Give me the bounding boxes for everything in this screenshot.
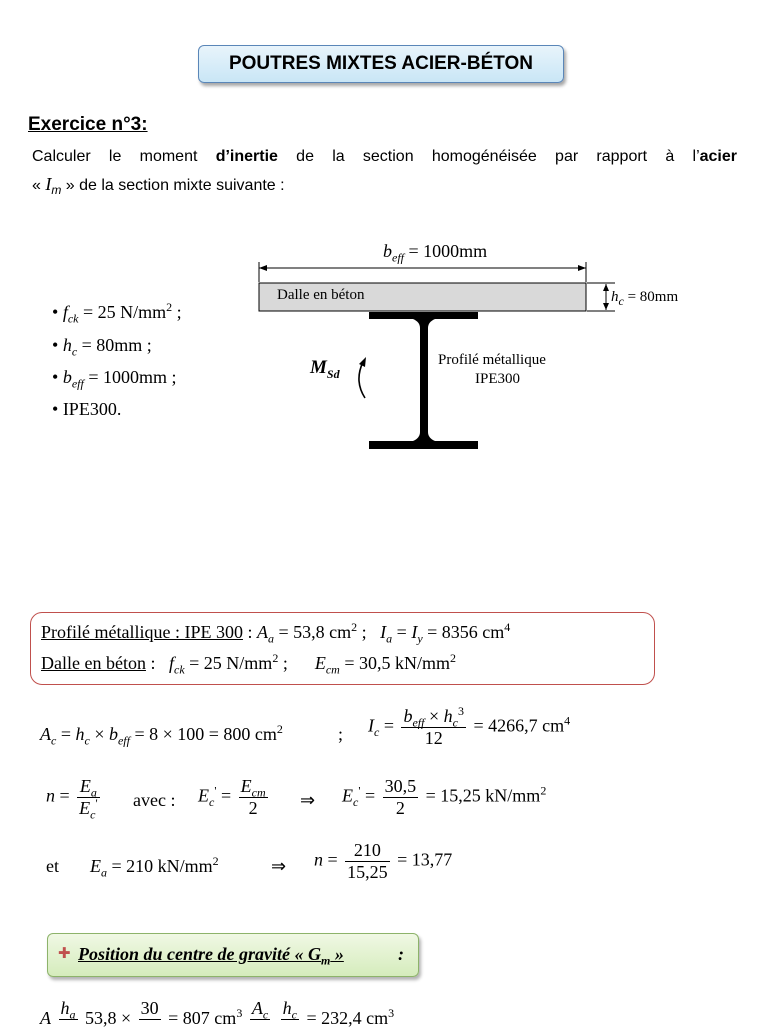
exercise-heading: Exercice n°3: bbox=[28, 114, 148, 135]
equation-area: $A_c = h_c \times b_{eff} = 8 \times 100 = 800$ $cm^2$ bbox=[40, 722, 283, 748]
page-title-box bbox=[198, 45, 564, 83]
page-title: POUTRES MIXTES ACIER-BÉTON bbox=[228, 53, 534, 74]
equation-separator: ; bbox=[338, 724, 344, 744]
cross-section-figure bbox=[250, 238, 710, 458]
implies-symbol-2: ⇒ bbox=[271, 856, 287, 876]
bottom-equation-partial: A $h_a$ 53,8 × 30 = 807 $cm^3$ $A_c$ $h_c$ = 232,4 $cm^3$ bbox=[40, 998, 395, 1028]
slab-label: Dalle en béton bbox=[277, 287, 365, 303]
hc-arrow-top bbox=[603, 284, 609, 291]
statement-line-2: « $I_m$ » de la section mixte suivante : bbox=[32, 174, 285, 198]
data-line-profile: Profilé métallique : IPE 300 : $A_a = 53,8$ $cm^2$ ; $I_a = I_y = 8356$ $cm^4$ bbox=[41, 620, 511, 646]
bottom-flange bbox=[369, 441, 478, 449]
moment-arrow-curve bbox=[359, 362, 365, 398]
bullet-beff: • $b_{eff} = 1000mm$ ; bbox=[52, 367, 177, 391]
top-flange bbox=[369, 312, 478, 319]
equation-et: et bbox=[46, 856, 59, 876]
profile-label-1: Profilé métallique bbox=[438, 352, 546, 368]
equation-modular-ratio: n = $\frac{E_a}{E_c'}$ bbox=[46, 776, 98, 822]
equation-n-value: n = $\frac{210}{15,25}$ = 13,77 bbox=[314, 840, 453, 882]
beff-arrow-right bbox=[578, 265, 586, 271]
bullet-hc: • $h_c = 80mm$ ; bbox=[52, 335, 152, 359]
beff-arrow-left bbox=[259, 265, 267, 271]
profile-label-2: IPE300 bbox=[475, 371, 520, 387]
statement-line-1: Calculer le moment d’inertie de la section homogénéisée par rapport à l’acier bbox=[32, 148, 737, 165]
equation-ec-prime: $E_c'$ = $\frac{E_{cm}}{2}$ bbox=[198, 776, 266, 818]
equation-avec: avec : bbox=[133, 790, 176, 810]
implies-symbol-1: ⇒ bbox=[300, 790, 316, 810]
data-box bbox=[30, 612, 655, 685]
section-title: Position du centre de gravité « $G_m$ » bbox=[78, 944, 344, 968]
data-line-slab: Dalle en béton : $f_{ck} = 25$ $N/mm^2$ ; $E_{cm} = 30,5$ $kN/mm^2$ bbox=[41, 651, 456, 677]
section-heading-box bbox=[47, 933, 419, 977]
hc-arrow-bottom bbox=[603, 303, 609, 310]
bullet-fck: • $f_{ck} = 25$ $N/mm^2$ ; bbox=[52, 300, 182, 326]
equation-ea: $E_a = 210$ $kN/mm^2$ bbox=[90, 854, 219, 880]
web bbox=[420, 318, 428, 441]
equation-inertia-slab: $I_c$ = $\frac{b_{eff} \times h_c^3}{12}$ = 4266,7 $cm^4$ bbox=[368, 704, 571, 748]
beff-label: $b_{eff} = 1000mm$ bbox=[383, 241, 488, 265]
hc-label: $h_c = 80mm$ bbox=[611, 289, 679, 308]
bullet-ipe: • IPE300. bbox=[52, 399, 122, 419]
equation-ec-value: $E_c'$ = $\frac{30,5}{2}$ = 15,25 $kN/mm^2$ bbox=[342, 776, 547, 818]
moment-arrowhead bbox=[359, 357, 366, 367]
section-colon: : bbox=[398, 944, 404, 964]
moment-label: $M_{Sd}$ bbox=[310, 357, 340, 381]
plus-bullet-icon: ✚ bbox=[58, 946, 71, 962]
